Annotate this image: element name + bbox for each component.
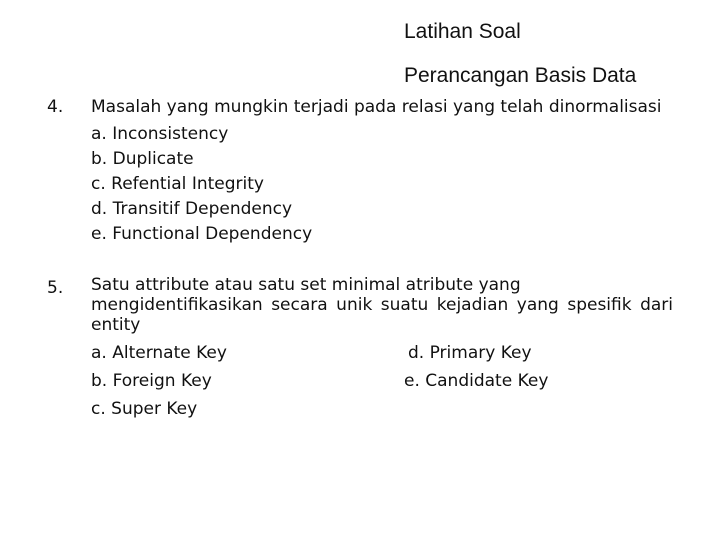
question-5-text-line: mengidentifikasikan secara unik suatu kejadian yang spesifik dari <box>91 295 673 315</box>
question-5-text-line: entity <box>91 315 141 335</box>
question-5-option-c: c. Super Key <box>91 399 198 419</box>
question-5-option-d: d. Primary Key <box>408 343 532 363</box>
question-4-option-c: c. Refential Integrity <box>91 174 264 194</box>
question-5-option-e: e. Candidate Key <box>404 371 549 391</box>
page-title: Latihan Soal <box>404 20 521 43</box>
question-5-option-b: b. Foreign Key <box>91 371 212 391</box>
question-5-option-a: a. Alternate Key <box>91 343 227 363</box>
question-4-number: 4. <box>47 97 64 117</box>
page-subtitle: Perancangan Basis Data <box>404 64 637 87</box>
question-4-option-d: d. Transitif Dependency <box>91 199 293 219</box>
question-5-text-line: Satu attribute atau satu set minimal atribute yang <box>91 275 521 295</box>
question-4-option-e: e. Functional Dependency <box>91 224 313 244</box>
question-5-text <box>91 275 673 335</box>
question-4-option-b: b. Duplicate <box>91 149 194 169</box>
question-4-text: Masalah yang mungkin terjadi pada relasi yang telah dinormalisasi <box>91 97 662 117</box>
question-4-option-a: a. Inconsistency <box>91 124 229 144</box>
question-5-number: 5. <box>47 278 64 298</box>
